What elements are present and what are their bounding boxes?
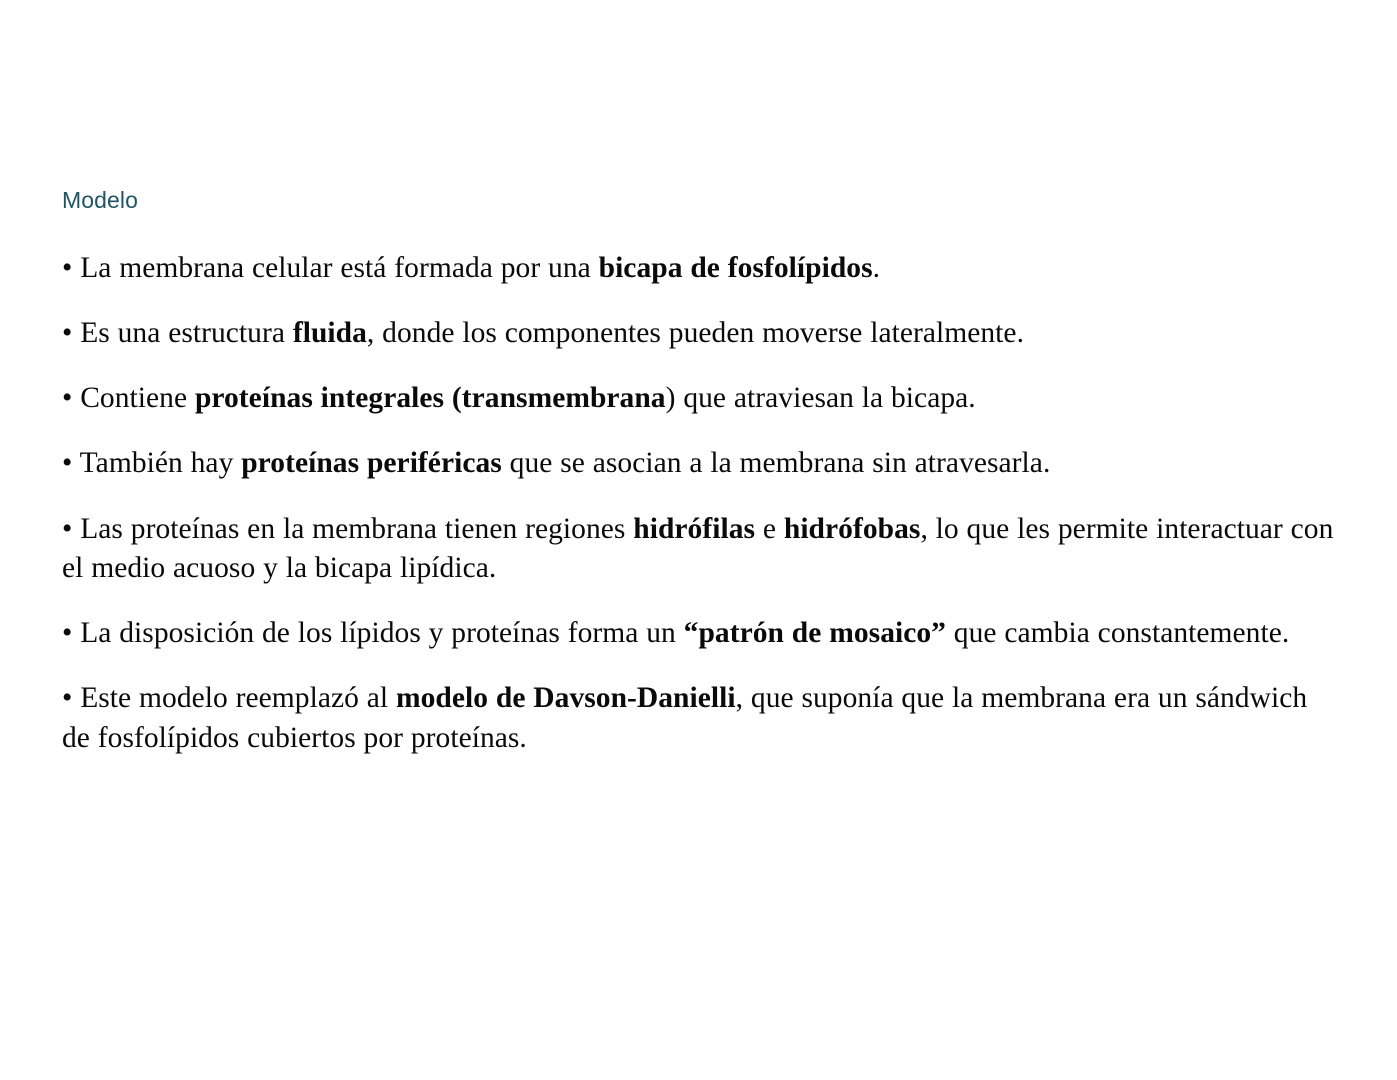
emphasis-text: proteínas integrales (transmembrana: [194, 382, 666, 415]
bullet-list: [62, 249, 1337, 758]
list-item: [62, 679, 1337, 757]
emphasis-text: hidrófobas: [783, 512, 921, 545]
list-item: [62, 379, 1337, 418]
emphasis-text: proteínas periféricas: [241, 447, 502, 480]
emphasis-text: bicapa de fosfolípidos: [598, 251, 873, 284]
body-text: ) que atraviesan la bicapa.: [665, 382, 976, 415]
body-text: .: [872, 251, 881, 284]
emphasis-text: modelo de Davson-Danielli: [395, 682, 736, 715]
body-text: • Este modelo reemplazó al: [62, 682, 396, 715]
body-text: , que suponía que la membrana era un sándwich de fosfolípidos cubiertos por proteínas.: [62, 682, 1308, 754]
slide-content-body: [62, 186, 1337, 758]
body-text: • Es una estructura: [62, 316, 293, 349]
body-text: • También hay: [62, 447, 242, 480]
list-item: [62, 510, 1337, 588]
emphasis-text: “patrón de mosaico”: [683, 617, 946, 650]
body-text: , donde los componentes pueden moverse lateralmente.: [366, 316, 1024, 349]
list-item: [62, 614, 1337, 653]
body-text: que cambia constantemente.: [945, 617, 1290, 650]
body-text: • Contiene: [62, 382, 195, 415]
body-text: • Las proteínas en la membrana tienen regiones: [62, 512, 634, 545]
body-text: que se asocian a la membrana sin atravesarla.: [501, 447, 1051, 480]
list-item: [62, 249, 1337, 288]
body-text: • La disposición de los lípidos y proteínas forma un: [62, 617, 684, 650]
emphasis-text: hidrófilas: [633, 512, 756, 545]
body-text: • La membrana celular está formada por una: [62, 251, 599, 284]
emphasis-text: fluida: [292, 316, 367, 349]
list-item: [62, 314, 1337, 353]
list-item: [62, 444, 1337, 483]
body-text: e: [755, 512, 784, 545]
page-title: Modelo: [62, 187, 139, 213]
body-text: , lo que les permite interactuar con el medio acuoso y la bicapa lipídica.: [62, 512, 1334, 584]
